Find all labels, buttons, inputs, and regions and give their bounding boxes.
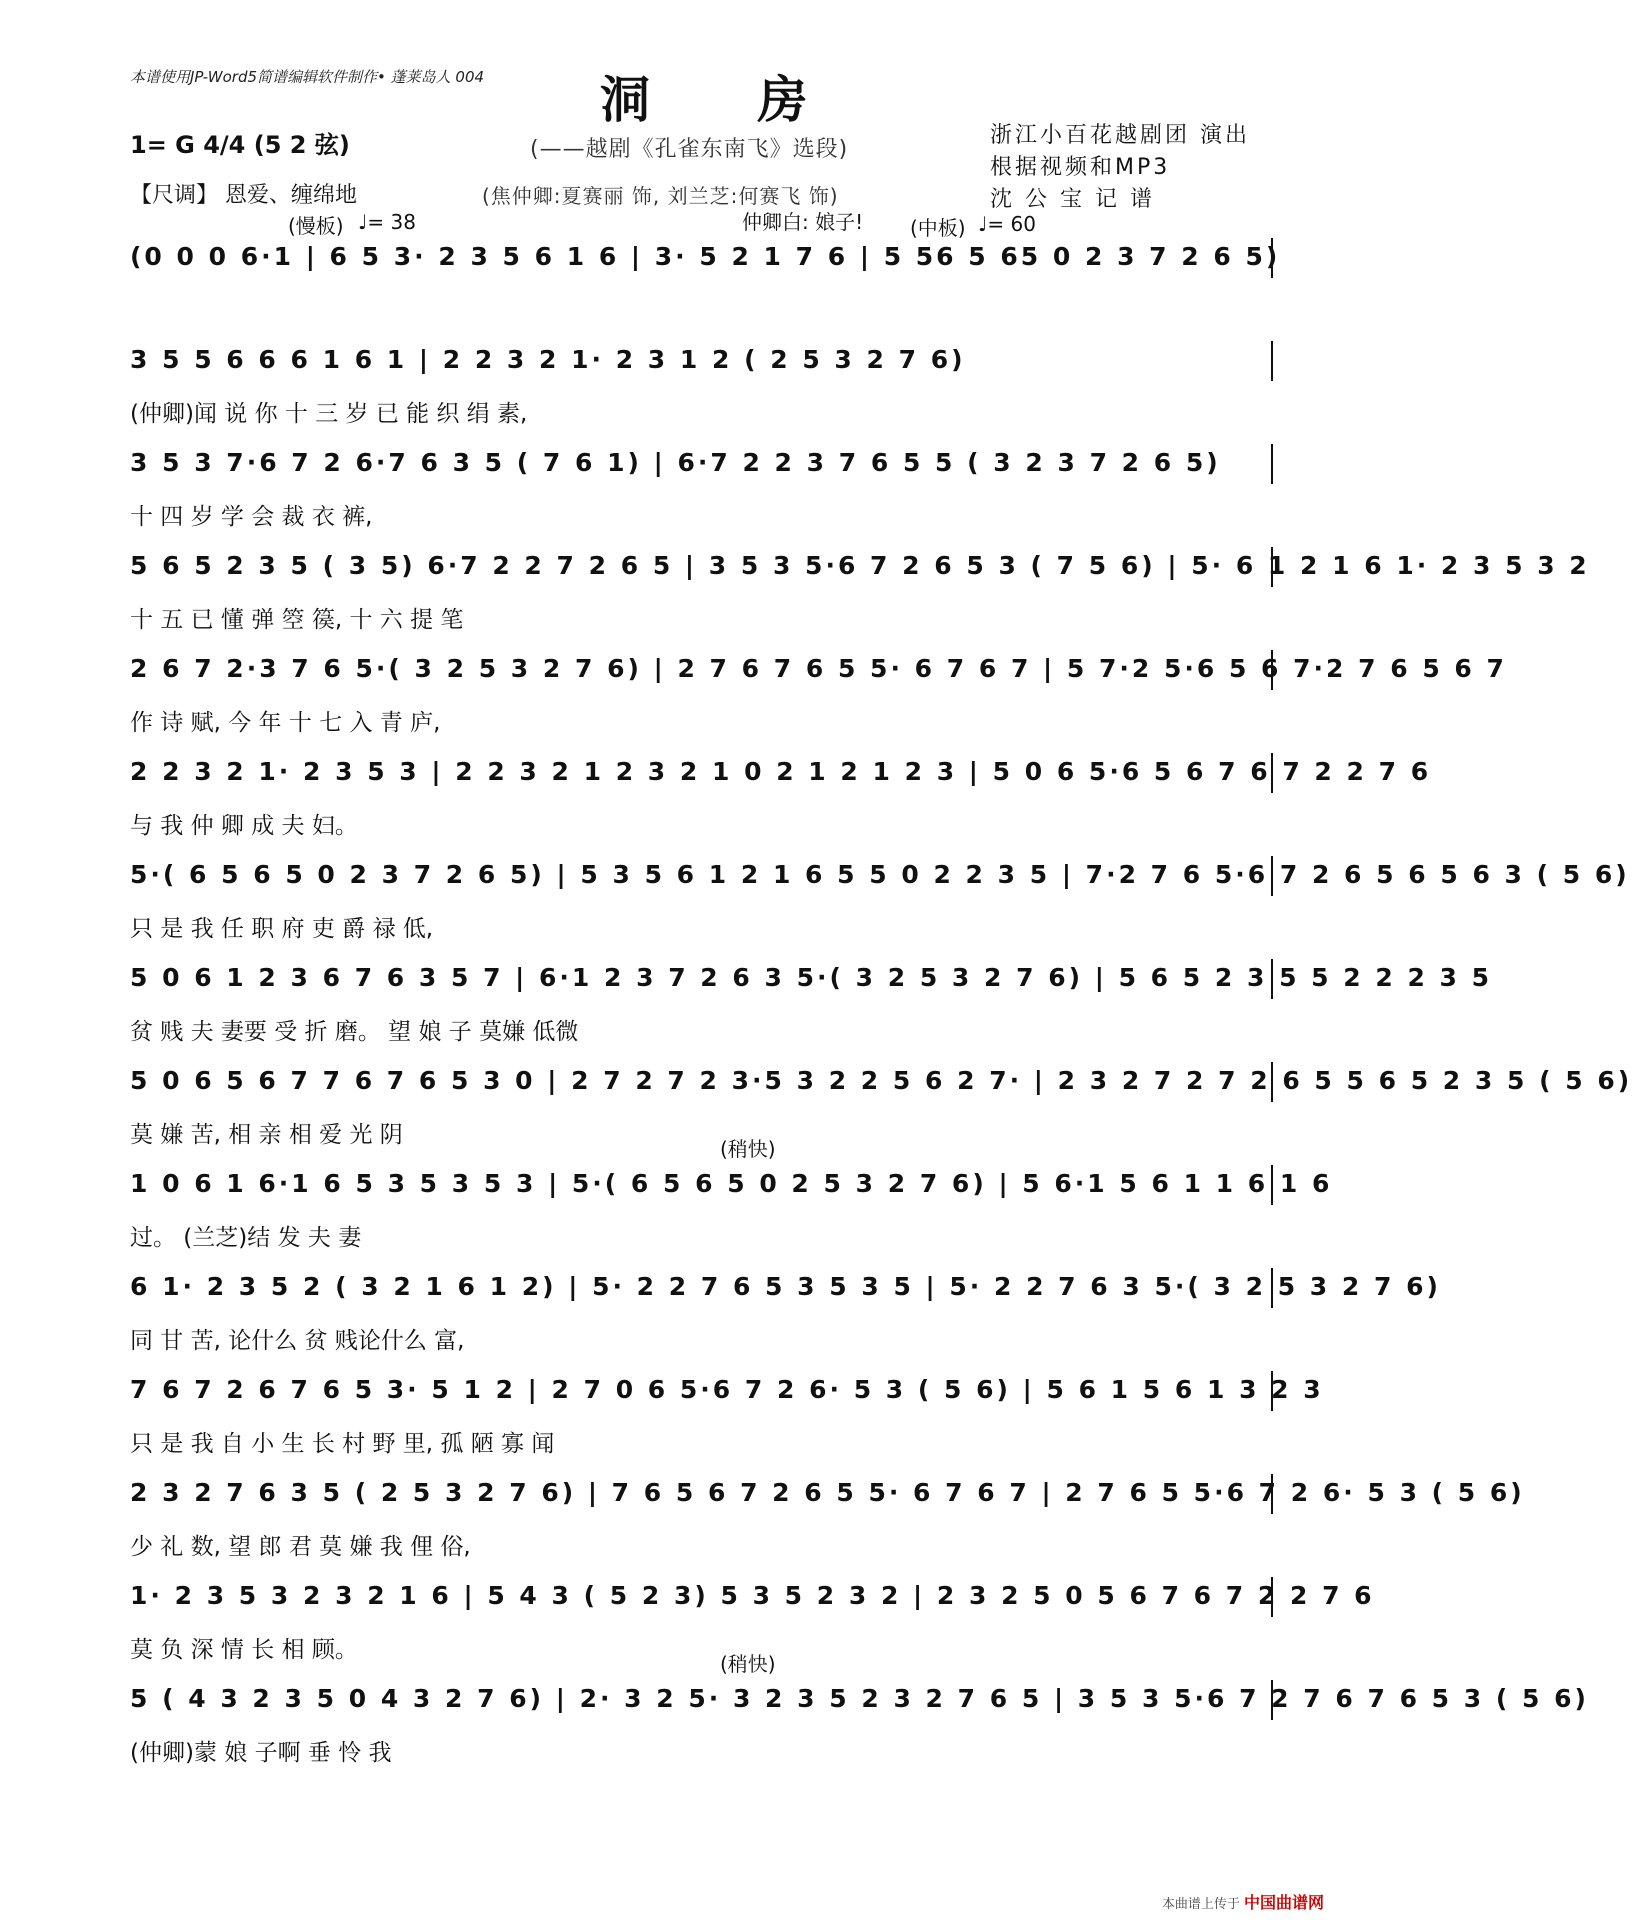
score-system [130, 1652, 1589, 1778]
subtitle: (——越剧《孔雀东南飞》选段) [530, 137, 849, 162]
speech-annotation: (稍快) [720, 1137, 776, 1161]
key-signature: 1= G 4/4 (5 2 弦) [130, 131, 350, 159]
footer [1162, 1890, 1324, 1913]
score-system [130, 1472, 1525, 1572]
notation-line: 5·( 6 5 6 5 0 2 3 7 2 6 5) | 5 3 5 6 1 2 1 6 5 5 0 2 2 3 5 | 7·2 7 6 5·6 7 2 6 5 6 5 6 3 ( 5 6) [130, 860, 1630, 889]
notation-line: (0 0 0 6·1 | 6 5 3· 2 3 5 6 1 6 | 3· 5 2 1 7 6 | 5 56 5 65 0 2 3 7 2 6 5) [130, 242, 1281, 271]
score-system [130, 339, 1275, 439]
mode-marking: 【尺调】 恩爱、缠绵地 [130, 183, 357, 208]
score-system [130, 545, 1590, 645]
tempo-value-slow: ♩= 38 [358, 210, 416, 234]
notation-line: 2 3 2 7 6 3 5 ( 2 5 3 2 7 6) | 7 6 5 6 7 2 6 5 5· 6 7 6 7 | 2 7 6 5 5·6 7 2 6· 5 3 ( 5 6) [130, 1478, 1525, 1507]
notation-line: 3 5 3 7·6 7 2 6·7 6 3 5 ( 7 6 1) | 6·7 2 2 3 7 6 5 5 ( 3 2 3 7 2 6 5) [130, 448, 1221, 477]
score-system [130, 1369, 1324, 1469]
lyrics-line: 与 我 仲 卿 成 夫 妇。 [130, 813, 358, 839]
speech-annotation: (稍快) [720, 1652, 776, 1676]
notation-line: 1· 2 3 5 3 2 3 2 1 6 | 5 4 3 ( 5 2 3) 5 3 5 2 3 2 | 2 3 2 5 0 5 6 7 6 7 2 2 7 6 [130, 1581, 1375, 1610]
cast-line: (焦仲卿:夏赛丽 饰, 刘兰芝:何赛飞 饰) [482, 184, 839, 208]
notation-line: 5 0 6 1 2 3 6 7 6 3 5 7 | 6·1 2 3 7 2 6 3 5·( 3 2 5 3 2 7 6) | 5 6 5 2 3 5 5 2 2 2 3 5 [130, 963, 1493, 992]
lyrics-line: 十 五 已 懂 弹 箜 篌, 十 六 提 笔 [130, 607, 464, 633]
speech-annotation: 仲卿白: 娘子! [742, 210, 864, 234]
notation-line: 5 0 6 5 6 7 7 6 7 6 5 3 0 | 2 7 2 7 2 3·5 3 2 2 5 6 2 7· | 2 3 2 7 2 7 2 6 5 5 6 5 2 3 5 ( 5 6) [130, 1066, 1632, 1095]
credit-transcriber: 沈 公 宝 记 谱 [990, 187, 1155, 212]
footer-brand-logo[interactable]: 中国曲谱网 [1243, 1893, 1324, 1912]
tempo-label-medium: (中板) [910, 216, 966, 240]
lyrics-line: (仲卿)蒙 娘 子啊 垂 怜 我 [130, 1740, 392, 1766]
lyrics-line: 只 是 我 自 小 生 长 村 野 里, 孤 陋 寡 闻 [130, 1431, 555, 1457]
notation-line: 6 1· 2 3 5 2 ( 3 2 1 6 1 2) | 5· 2 2 7 6 5 3 5 3 5 | 5· 2 2 7 6 3 5·( 3 2 5 3 2 7 6) [130, 1272, 1441, 1301]
software-note: 本谱使用JP-Word5简谱编辑软件制作• 蓬莱岛人 004 [130, 68, 485, 86]
score-system [130, 957, 1493, 1057]
footer-prefix: 本曲谱上传于 [1161, 1897, 1240, 1912]
score-system [130, 854, 1630, 954]
lyrics-line: 莫 嫌 苦, 相 亲 相 爱 光 阴 [130, 1122, 403, 1148]
score-system [130, 1575, 1375, 1675]
notation-line: 1 0 6 1 6·1 6 5 3 5 3 5 3 | 5·( 6 5 6 5 0 2 5 3 2 7 6) | 5 6·1 5 6 1 1 6 1 6 [130, 1169, 1333, 1198]
credit-performer: 浙江小百花越剧团 演出 [990, 123, 1250, 148]
lyrics-line: 莫 负 深 情 长 相 顾。 [130, 1637, 358, 1663]
notation-line: 3 5 5 6 6 6 1 6 1 | 2 2 3 2 1· 2 3 1 2 ( 2 5 3 2 7 6) [130, 345, 966, 374]
notation-line: 5 ( 4 3 2 3 5 0 4 3 2 7 6) | 2· 3 2 5· 3 2 3 5 2 3 2 7 6 5 | 3 5 3 5·6 7 2 7 6 7 6 5 3 ( 5 6) [130, 1684, 1589, 1713]
lyrics-line: (仲卿)闻 说 你 十 三 岁 已 能 织 绢 素, [130, 401, 528, 427]
barline [1271, 444, 1273, 484]
score-system [130, 1060, 1632, 1160]
score-system [130, 751, 1432, 851]
lyrics-line: 同 甘 苦, 论什么 贫 贱论什么 富, [130, 1328, 465, 1354]
lyrics-line: 贫 贱 夫 妻要 受 折 磨。 望 娘 子 莫嫌 低微 [130, 1019, 579, 1045]
score-system [130, 442, 1275, 542]
notation-line: 5 6 5 2 3 5 ( 3 5) 6·7 2 2 7 2 6 5 | 3 5 3 5·6 7 2 6 5 3 ( 7 5 6) | 5· 6 1 2 1 6 1· 2 3 5 3 2 [130, 551, 1590, 580]
score-system [130, 648, 1507, 748]
lyrics-line: 作 诗 赋, 今 年 十 七 入 青 庐, [130, 710, 441, 736]
score-system [130, 1137, 1333, 1263]
notation-line: 7 6 7 2 6 7 6 5 3· 5 1 2 | 2 7 0 6 5·6 7 2 6· 5 3 ( 5 6) | 5 6 1 5 6 1 3 2 3 [130, 1375, 1324, 1404]
credit-source: 根据视频和MP3 [990, 155, 1171, 180]
notation-line: 2 6 7 2·3 7 6 5·( 3 2 5 3 2 7 6) | 2 7 6 7 6 5 5· 6 7 6 7 | 5 7·2 5·6 5 6 7·2 7 6 5 6 7 [130, 654, 1507, 683]
barline [1271, 341, 1273, 381]
lyrics-line: 十 四 岁 学 会 裁 衣 裤, [130, 504, 373, 530]
tempo-label-slow: (慢板) [288, 214, 344, 238]
score-system [130, 1266, 1441, 1366]
lyrics-line: 过。 (兰芝)结 发 夫 妻 [130, 1225, 362, 1251]
page-title: 洞 房 [600, 70, 853, 129]
lyrics-line: 只 是 我 任 职 府 吏 爵 禄 低, [130, 916, 434, 942]
tempo-value-medium: ♩= 60 [978, 212, 1036, 236]
notation-line: 2 2 3 2 1· 2 3 5 3 | 2 2 3 2 1 2 3 2 1 0 2 1 2 1 2 3 | 5 0 6 5·6 5 6 7 6 7 2 2 7 6 [130, 757, 1432, 786]
lyrics-line: 少 礼 数, 望 郎 君 莫 嫌 我 俚 俗, [130, 1534, 471, 1560]
